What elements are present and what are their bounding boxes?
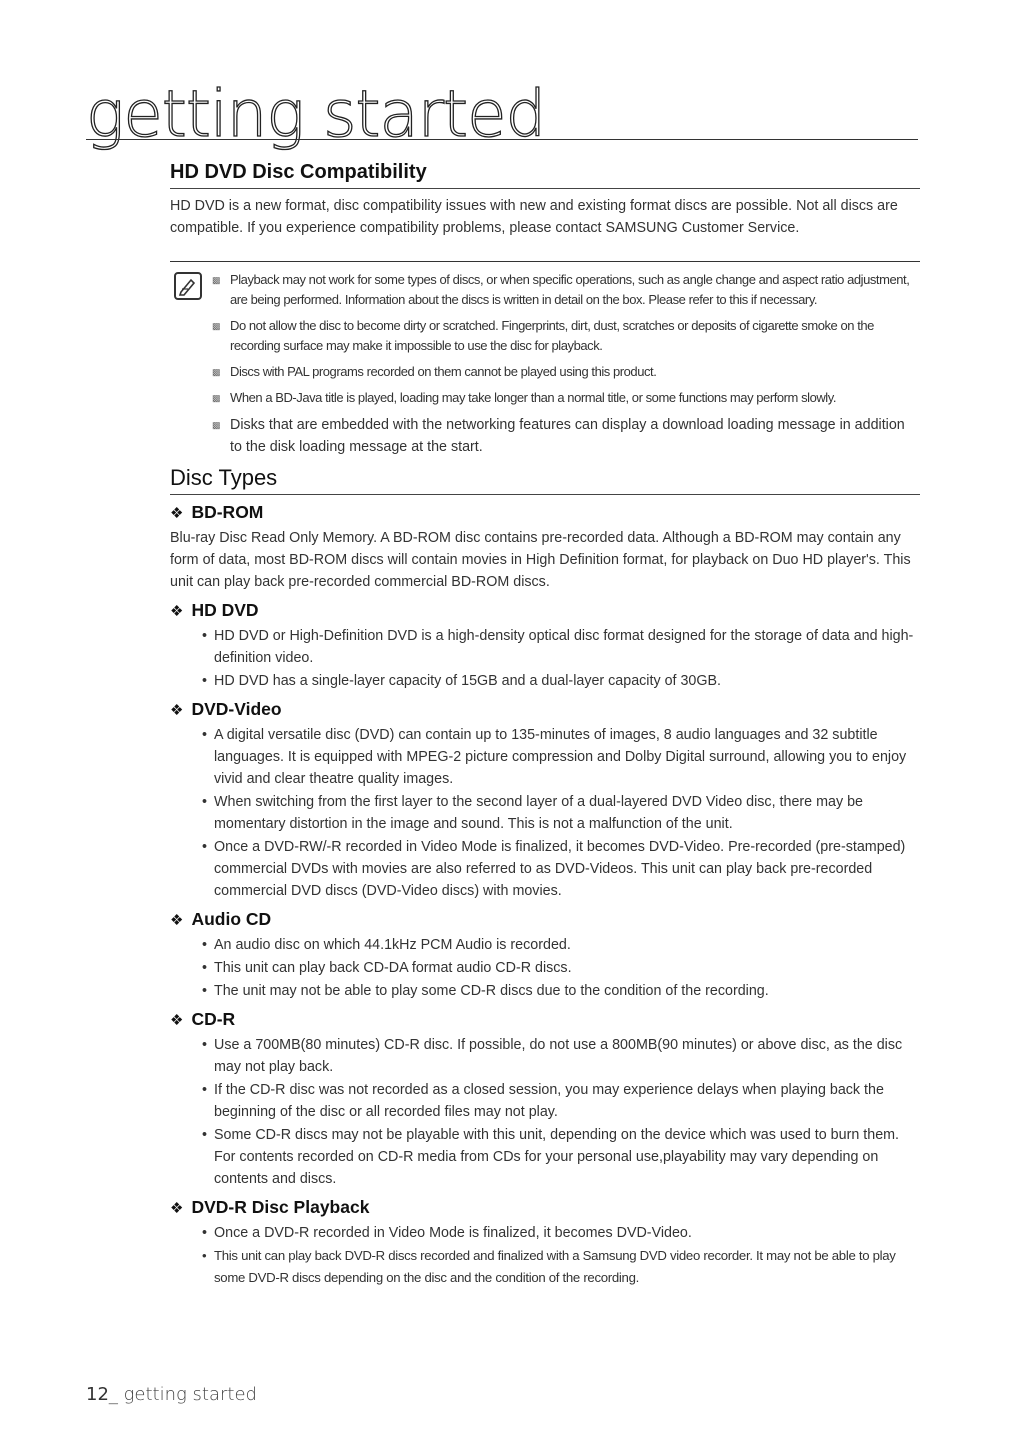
note-item: ▩ When a BD-Java title is played, loading may take longer than a normal title, or some functions may perform slowly. xyxy=(230,388,920,408)
cd-r-list xyxy=(170,1034,920,1190)
section-heading-disc-types: Disc Types xyxy=(170,466,920,495)
list-item: • This unit can play back DVD-R discs recorded and finalized with a Samsung DVD video recorder. It may not be able to play some DVD-R discs depending on the disc and the condition of the recording. xyxy=(214,1245,920,1289)
note-icon xyxy=(174,272,202,300)
dvd-r-list xyxy=(170,1222,920,1289)
note-box xyxy=(170,261,920,458)
hd-dvd-list xyxy=(170,625,920,692)
bd-rom-text: Blu-ray Disc Read Only Memory. A BD-ROM disc contains pre-recorded data. Although a BD-ROM may contain any form of data, most BD-ROM discs will contain movies in High Definition format, for playback on Duo HD player's. This unit can play back pre-recorded commercial BD-ROM discs. xyxy=(170,530,911,590)
page-footer xyxy=(86,1384,257,1405)
note-item: ▩ Disks that are embedded with the networking features can display a download loading message in addition to the disk loading message at the start. xyxy=(230,414,920,458)
note-item: ▩ Playback may not work for some types of discs, or when specific operations, such as angle change and aspect ratio adjustment, are being performed. Information about the discs is written in detail on the box. Please refer to this if necessary. xyxy=(230,270,920,310)
list-item: • Once a DVD-RW/-R recorded in Video Mode is finalized, it becomes DVD-Video. Pre-recorded (pre-stamped) commercial DVDs with movies are also referred to as DVD-Videos. This unit can play back pre-recorded commercial DVD discs (DVD-Video discs) with movies. xyxy=(214,836,920,902)
subheading-hd-dvd: ❖ HD DVD xyxy=(170,600,259,620)
list-item: • Use a 700MB(80 minutes) CD-R disc. If possible, do not use a 800MB(90 minutes) or above disc, as the disc may not play back. xyxy=(214,1034,920,1078)
note-list xyxy=(230,270,920,458)
page-number: 12 xyxy=(86,1384,109,1405)
list-item: • When switching from the first layer to the second layer of a dual-layered DVD Video disc, there may be momentary distortion in the image and sound. This is not a malfunction of the unit. xyxy=(214,791,920,835)
chapter-rule xyxy=(86,139,918,140)
subheading-dvd-r: ❖ DVD-R Disc Playback xyxy=(170,1197,370,1217)
subheading-dvd-video: ❖ DVD-Video xyxy=(170,699,282,719)
diamond-bullet-icon: ❖ xyxy=(170,912,184,929)
page-content xyxy=(170,160,920,1290)
list-item: • This unit can play back CD-DA format audio CD-R discs. xyxy=(214,957,920,979)
note-item: ▩ Do not allow the disc to become dirty or scratched. Fingerprints, dirt, dust, scratches or deposits of cigarette smoke on the recording surface may make it impossible to use the disc for playback. xyxy=(230,316,920,356)
subheading-audio-cd: ❖ Audio CD xyxy=(170,909,272,929)
chapter-title: getting started xyxy=(86,78,546,152)
diamond-bullet-icon: ❖ xyxy=(170,603,184,620)
diamond-bullet-icon: ❖ xyxy=(170,505,184,522)
list-item: • A digital versatile disc (DVD) can contain up to 135-minutes of images, 8 audio languages and 32 subtitle languages. It is equipped with MPEG-2 picture compression and Dolby Digital surround, allowing you to enjoy vivid and clear theatre quality images. xyxy=(214,724,920,790)
subheading-bd-rom: ❖ BD-ROM xyxy=(170,502,264,522)
section-heading-hd-dvd: HD DVD Disc Compatibility xyxy=(170,160,920,189)
audio-cd-list xyxy=(170,934,920,1002)
diamond-bullet-icon: ❖ xyxy=(170,1012,184,1029)
list-item: • HD DVD has a single-layer capacity of 15GB and a dual-layer capacity of 30GB. xyxy=(214,670,920,692)
diamond-bullet-icon: ❖ xyxy=(170,1200,184,1217)
dvd-video-list xyxy=(170,724,920,902)
note-item: ▩ Discs with PAL programs recorded on them cannot be played using this product. xyxy=(230,362,920,382)
list-item: • The unit may not be able to play some CD-R discs due to the condition of the recording. xyxy=(214,980,920,1002)
footer-label: _ getting started xyxy=(108,1384,257,1405)
subheading-cd-r: ❖ CD-R xyxy=(170,1009,236,1029)
list-item: • Once a DVD-R recorded in Video Mode is finalized, it becomes DVD-Video. xyxy=(214,1222,920,1244)
list-item: • An audio disc on which 44.1kHz PCM Audio is recorded. xyxy=(214,934,920,956)
list-item: • HD DVD or High-Definition DVD is a high-density optical disc format designed for the storage of data and high-definition video. xyxy=(214,625,920,669)
hd-dvd-intro: HD DVD is a new format, disc compatibility issues with new and existing format discs are possible. Not all discs are compatible. If you experience compatibility problems, please contact SAMSUNG Customer Service. xyxy=(170,198,898,236)
list-item: • Some CD-R discs may not be playable with this unit, depending on the device which was used to burn them. For contents recorded on CD-R media from CDs for your personal use,playability may vary depending on contents and discs. xyxy=(214,1124,920,1190)
diamond-bullet-icon: ❖ xyxy=(170,702,184,719)
list-item: • If the CD-R disc was not recorded as a closed session, you may experience delays when playing back the beginning of the disc or all recorded files may not play. xyxy=(214,1079,920,1123)
